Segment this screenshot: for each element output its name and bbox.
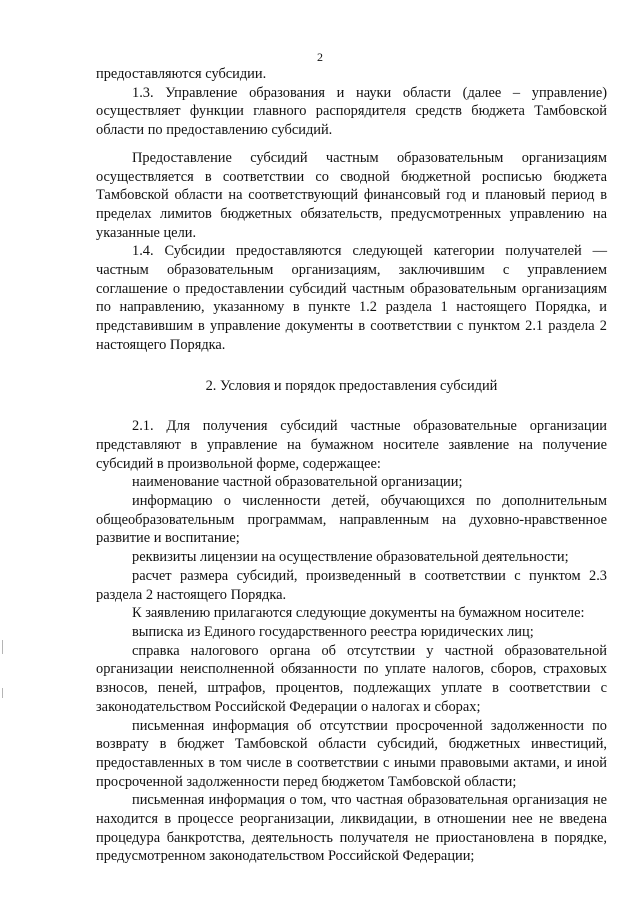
list-item: расчет размера субсидий, произведенный в соответствии с пунктом 2.3 раздела 2 настоящего Порядка. xyxy=(96,567,607,603)
paragraph-2-1: 2.1. Для получения субсидий частные образовательные организации представляют в управление на бумажном носителе заявление на получение субсидий в произвольной форме, содержащее: xyxy=(96,418,607,472)
scan-mark xyxy=(2,640,3,654)
spacer xyxy=(96,395,607,417)
paragraph-subsidy-provision: Предоставление субсидий частным образовательным организациям осуществляется в соответствии со сводной бюджетной росписью бюджета Тамбовской области на соответствующий финансовый год и плановый период в пределах лимитов бюджетных обязательств, предусмотренных управлению на указанные цели. xyxy=(96,149,607,241)
spacer xyxy=(96,140,607,149)
list-item: наименование частной образовательной организации; xyxy=(132,474,463,491)
list-item: письменная информация о том, что частная образовательная организация не находится в процессе реорганизации, ликвидации, в отношении нее не введена процедура банкротства, деятельность получателя не приостановлена в порядке, предусмотренном законодательством Российской Федерации; xyxy=(96,792,607,865)
scan-mark xyxy=(2,688,3,698)
paragraph-1-3: 1.3. Управление образования и науки области (далее – управление) осуществляет функции главного распорядителя средств бюджета Тамбовской области по предоставлению субсидий. xyxy=(96,84,607,139)
paragraph-continuation: предоставляются субсидии. xyxy=(96,66,267,82)
section-heading: 2. Условия и порядок предоставления субсидий xyxy=(205,377,498,394)
paragraph-1-4: 1.4. Субсидии предоставляются следующей категории получателей — частным образовательным организациям, заключившим с управлением соглашение о предоставлении субсидий частным образовательным организациям по направлению, указанному в пункте 1.2 раздела 1 настоящего Порядка, и представившим в управление документы в соответствии с пунктом 2.1 раздела 2 настоящего Порядка. xyxy=(96,243,607,353)
list-item: реквизиты лицензии на осуществление образовательной деятельности; xyxy=(132,549,569,566)
list-item: письменная информация об отсутствии просроченной задолженности по возврату в бюджет Тамбовской области субсидий, бюджетных инвестиций, предоставленных в том числе в соответствии с иными правовыми актами, и иной просроченной задолженности перед бюджетом Тамбовской области; xyxy=(96,717,607,790)
paragraph-attachments: К заявлению прилагаются следующие документы на бумажном носителе: xyxy=(132,605,585,622)
list-item: информацию о численности детей, обучающихся по дополнительным общеобразовательным программам, направленным на духовно-нравственное развитие и воспитание; xyxy=(96,493,607,547)
list-item: выписка из Единого государственного реестра юридических лиц; xyxy=(132,623,534,640)
page-number: 2 xyxy=(317,50,323,64)
list-item: справка налогового органа об отсутствии у частной образовательной организации неисполненной обязанности по уплате налогов, сборов, страховых взносов, пеней, штрафов, процентов, подлежащих уплате в соответствии с законодательством Российской Федерации о налогах и сборах; xyxy=(96,642,607,715)
document-body xyxy=(96,65,607,866)
spacer xyxy=(96,355,607,377)
